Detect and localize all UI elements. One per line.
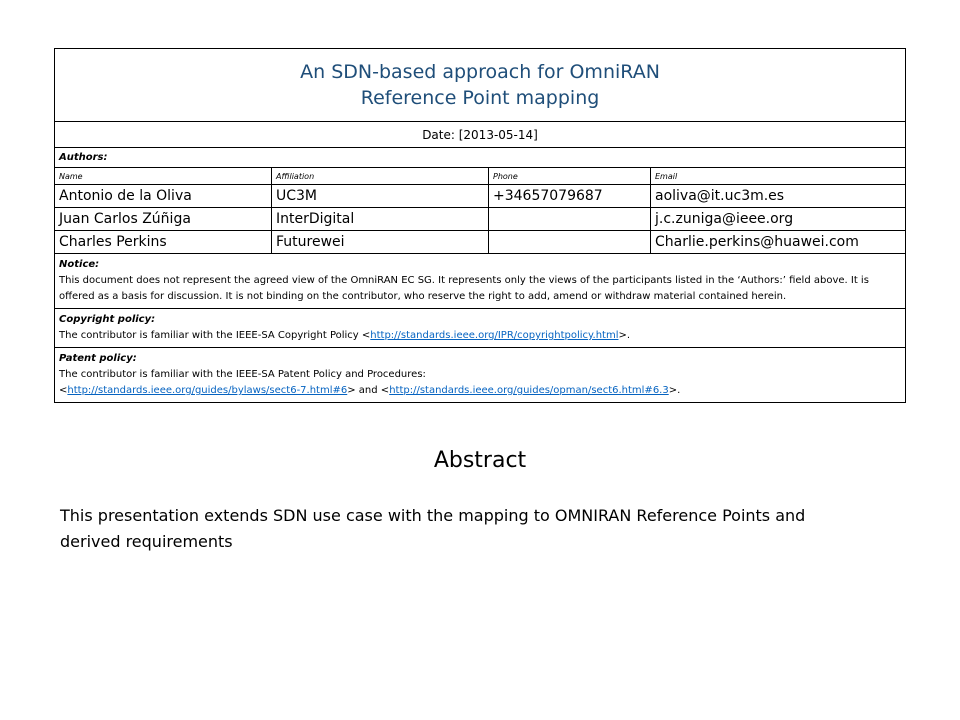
notice-block	[55, 254, 906, 309]
date-cell: Date: [2013-05-14]	[55, 122, 906, 148]
authors-label: Authors:	[55, 148, 906, 168]
patent-open: <	[59, 385, 68, 396]
notice-title: Notice:	[59, 259, 100, 270]
author-email: Charlie.perkins@huawei.com	[651, 231, 906, 254]
column-header-email: Email	[651, 168, 906, 185]
column-header-phone: Phone	[489, 168, 651, 185]
copyright-text-before: The contributor is familiar with the IEEE-SA Copyright Policy <	[59, 330, 371, 341]
patent-bylaws-link[interactable]: http://standards.ieee.org/guides/bylaws/sect6-7.html#6	[67, 385, 348, 396]
author-phone: +34657079687	[489, 185, 651, 208]
author-column-headers	[55, 168, 906, 185]
abstract-text: This presentation extends SDN use case with the mapping to OMNIRAN Reference Points and derived requirements	[60, 506, 806, 551]
title-line-2: Reference Point mapping	[360, 87, 600, 109]
author-affiliation: InterDigital	[272, 208, 489, 231]
author-phone	[489, 208, 651, 231]
patent-block	[55, 348, 906, 403]
author-affiliation: Futurewei	[272, 231, 489, 254]
notice-text: This document does not represent the agreed view of the OmniRAN EC SG. It represents only the views of the participants listed in the ‘Authors:’ field above. It is offered as a basis for discussion. It is not binding on the contributor, who reserve the right to add, amend or withdraw material contained herein.	[59, 275, 869, 302]
copyright-block	[55, 309, 906, 348]
patent-close: >.	[668, 385, 681, 396]
copyright-text	[59, 328, 901, 344]
title-line-1: An SDN-based approach for OmniRAN	[300, 61, 660, 83]
author-affiliation: UC3M	[272, 185, 489, 208]
author-email: j.c.zuniga@ieee.org	[651, 208, 906, 231]
copyright-text-after: >.	[618, 330, 631, 341]
document-title	[55, 49, 906, 122]
patent-title: Patent policy:	[59, 353, 137, 364]
author-phone	[489, 231, 651, 254]
author-row	[55, 231, 906, 254]
copyright-policy-link[interactable]: http://standards.ieee.org/IPR/copyrightpolicy.html	[370, 330, 619, 341]
author-name: Juan Carlos Zúñiga	[55, 208, 272, 231]
patent-intro: The contributor is familiar with the IEEE-SA Patent Policy and Procedures:	[59, 369, 426, 380]
cover-table	[54, 48, 906, 403]
patent-opman-link[interactable]: http://standards.ieee.org/guides/opman/sect6.html#6.3	[389, 385, 669, 396]
author-name: Antonio de la Oliva	[55, 185, 272, 208]
column-header-name: Name	[55, 168, 272, 185]
author-row	[55, 208, 906, 231]
author-email: aoliva@it.uc3m.es	[651, 185, 906, 208]
column-header-affiliation: Affiliation	[272, 168, 489, 185]
author-row	[55, 185, 906, 208]
copyright-title: Copyright policy:	[59, 314, 156, 325]
patent-links	[59, 383, 901, 399]
patent-between: > and <	[347, 385, 390, 396]
abstract-heading: Abstract	[433, 448, 527, 473]
author-name: Charles Perkins	[55, 231, 272, 254]
